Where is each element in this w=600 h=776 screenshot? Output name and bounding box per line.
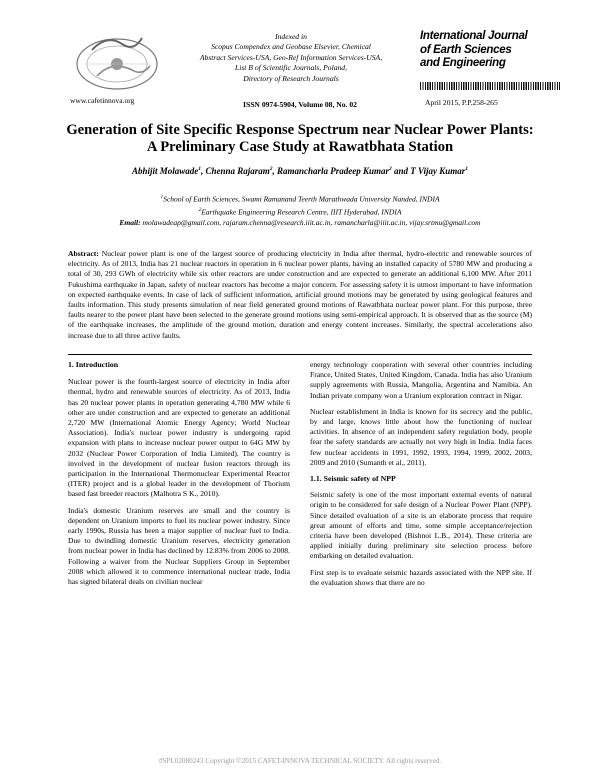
journal-title-line: International Journal xyxy=(420,30,528,42)
indexing-line: Directory of Research Journals xyxy=(243,73,339,83)
paragraph: energy technology cooperation with several other countries including France, United States, United Kingdom, Canada. India has also Uranium supply agreements with Russia, Mangolia, Argentina and Namibia. An Indian private company won a Uranium exploration contract in Nigar. xyxy=(310,360,532,400)
right-column xyxy=(310,360,532,594)
affiliations xyxy=(80,192,520,229)
author-name: Ramancharla Pradeep Kumar xyxy=(277,166,390,176)
section-heading: 1. Introduction xyxy=(68,360,119,369)
paragraph: Nuclear power is the fourth-largest source of electricity in India after thermal, hydro and renewable sources of electricity. As of 2013, India has 20 nuclear power plants in operation generating 4,780 MW while 6 other are under construction and are expected to generate an additional 2,720 MW (International Atomic Energy Agency; World Nuclear Association). India's nuclear power industry is undergoing rapid expansion with plans to increase nuclear power output to 64G MW by 2032 (Nuclear Power Corporation of India Limited). The country is involved in the development of nuclear fusion reactors through its participation in the International Thermonuclear Experimental Reactor (ITER) project and is a global leader in the development of Thorium based fast breeder reactors (Malhotra S K., 2010). xyxy=(68,377,290,499)
subsection-heading: 1.1. Seismic safety of NPP xyxy=(310,474,396,484)
abstract-text: Nuclear power plant is one of the largest source of producing electricity in India after thermal, hydro-electric and renewable sources of electricity. As of 2013, India has 21 nuclear reactors in operation in 6 nuclear power plants, having an installed capacity of 5780 MW and producing a total of 30, 293 GWh of electricity while six other reactors are under construction and are expected to generate an additional 6,100 MW. After 2011 Fukushima earthquake in Japan, safety of nuclear reactors has become a major concern. For assessing safety it is utmost important to have information on expected earthquake events. In case of lack of sufficient information, artificial ground motions may be generated by using geological features and faults information. This study presents simulation of near field generated ground motions of Rawatbhata nuclear power plant. For this purpose, three faults nearer to the power plant have been selected to the generate ground motions using semi-empirical approach. It is observed that as the source (M) of the earthquake increases, the amplitude of the ground motion, duration and energy content increases. Similarly, the spectral accelerations also increase due to all three active faults. xyxy=(68,249,532,340)
email-addresses[interactable]: molawadeap@gmail.com, rajaram.chenna@research.iiit.ac.in, ramancharla@iiit.ac.in, vijay.srtmu@gmail.com xyxy=(142,218,481,227)
journal-title xyxy=(420,30,560,71)
author-sup: 1 xyxy=(198,166,201,172)
date-pages: April 2015, P.P.258-265 xyxy=(425,98,498,107)
author-name: Chenna Rajaram xyxy=(205,166,270,176)
indexing-line: List B of Scientific Journals, Poland, xyxy=(234,63,347,73)
journal-title-line: of Earth Sciences xyxy=(420,43,512,56)
paragraph: Seismic safety is one of the most important external events of natural origin to be considered for safe design of a Nuclear Power Plant (NPP). Since detailed evaluation of a site is an elaborate process that require great amount of efforts and time, some simple acceptance/rejection criteria have been developed (Bishnoi L.B., 2014). These criteria are applied initially during preliminary site selection process before embarking on detailed evaluation. xyxy=(310,490,532,561)
abstract-label: Abstract: xyxy=(68,249,99,258)
journal-website: www.cafetinnova.org xyxy=(70,96,135,105)
abstract xyxy=(68,249,532,341)
paragraph: First step is to evaluate seismic hazards associated with the NPP site. If the evaluation shows that there are no xyxy=(310,567,532,587)
issn-volume: ISSN 0974-5904, Volume 08, No. 02 xyxy=(243,100,357,109)
author-sup: 2 xyxy=(389,166,392,172)
affiliation-line: $^1$School of Earth Sciences, Swami Ramanand Teerth Marathwada University Nanded, INDIA xyxy=(160,194,440,204)
indexing-line: Indexed in xyxy=(275,32,307,41)
indexing-line: Abstract Services-USA, Geo-Ref Information Services-USA, xyxy=(199,52,383,62)
author-sup: 2 xyxy=(269,166,273,172)
indexing-info xyxy=(160,32,422,84)
email-label: Email: xyxy=(119,218,141,227)
author-name: T Vijay Kumar xyxy=(410,166,466,176)
paragraph: Nuclear establishment in India is known for its secrecy and the public, by and large, knows little about how the functioning of nuclear activities. In absence of an independent safety regulation body, people fear the safety standards are actually not very high in India. India faces few nuclear accidents in 1991, 1992, 1993, 1994, 1999, 2002, 2003, 2009 and 2010 (Sumanth et al., 2011). xyxy=(310,406,532,467)
author-name: Abhijit Molawade xyxy=(131,166,199,176)
paragraph: India's domestic Uranium reserves are small and the country is dependent on Uranium imports to fuel its nuclear power industry. Since early 1990s, Russia has been a major supplier of nuclear fuel to India. Due to dwindling domestic Uranium reserves, electricity generation from nuclear power in India has declined by 12.83% from 2006 to 2008. Following a waiver from the Nuclear Suppliers Group in September 2008 which allowed it to commence international nuclear trade, India has signed bilateral deals on civilian nuclear xyxy=(68,505,290,587)
journal-logo xyxy=(72,30,162,94)
indexing-line: Scopus Compendex and Geobase Elsevier, Chemical xyxy=(211,42,371,52)
copyright-footer: #SPL02080243 Copyright ©2015 CAFET-INNOVA TECHNICAL SOCIETY. All rights reserved. xyxy=(158,757,442,765)
journal-title-line: and Engineering xyxy=(420,57,506,69)
author-sup: 1 xyxy=(465,166,469,172)
author-list: Abhijit Molawade$^1$, Chenna Rajaram$^2$, Ramancharla Pradeep Kumar$^2$ and T Vijay Kumar$^1$ xyxy=(131,166,469,176)
paper-title: Generation of Site Specific Response Spectrum near Nuclear Power Plants: A Preliminary Case Study at Rawatbhata Station xyxy=(66,122,534,155)
section-divider xyxy=(68,354,532,355)
affiliation-line: $^2$Earthquake Engineering Research Centre, IIIT Hyderabad, INDIA xyxy=(198,207,402,217)
email-line xyxy=(80,218,520,229)
journal-barcode-strip xyxy=(420,82,560,90)
left-column xyxy=(68,360,290,593)
